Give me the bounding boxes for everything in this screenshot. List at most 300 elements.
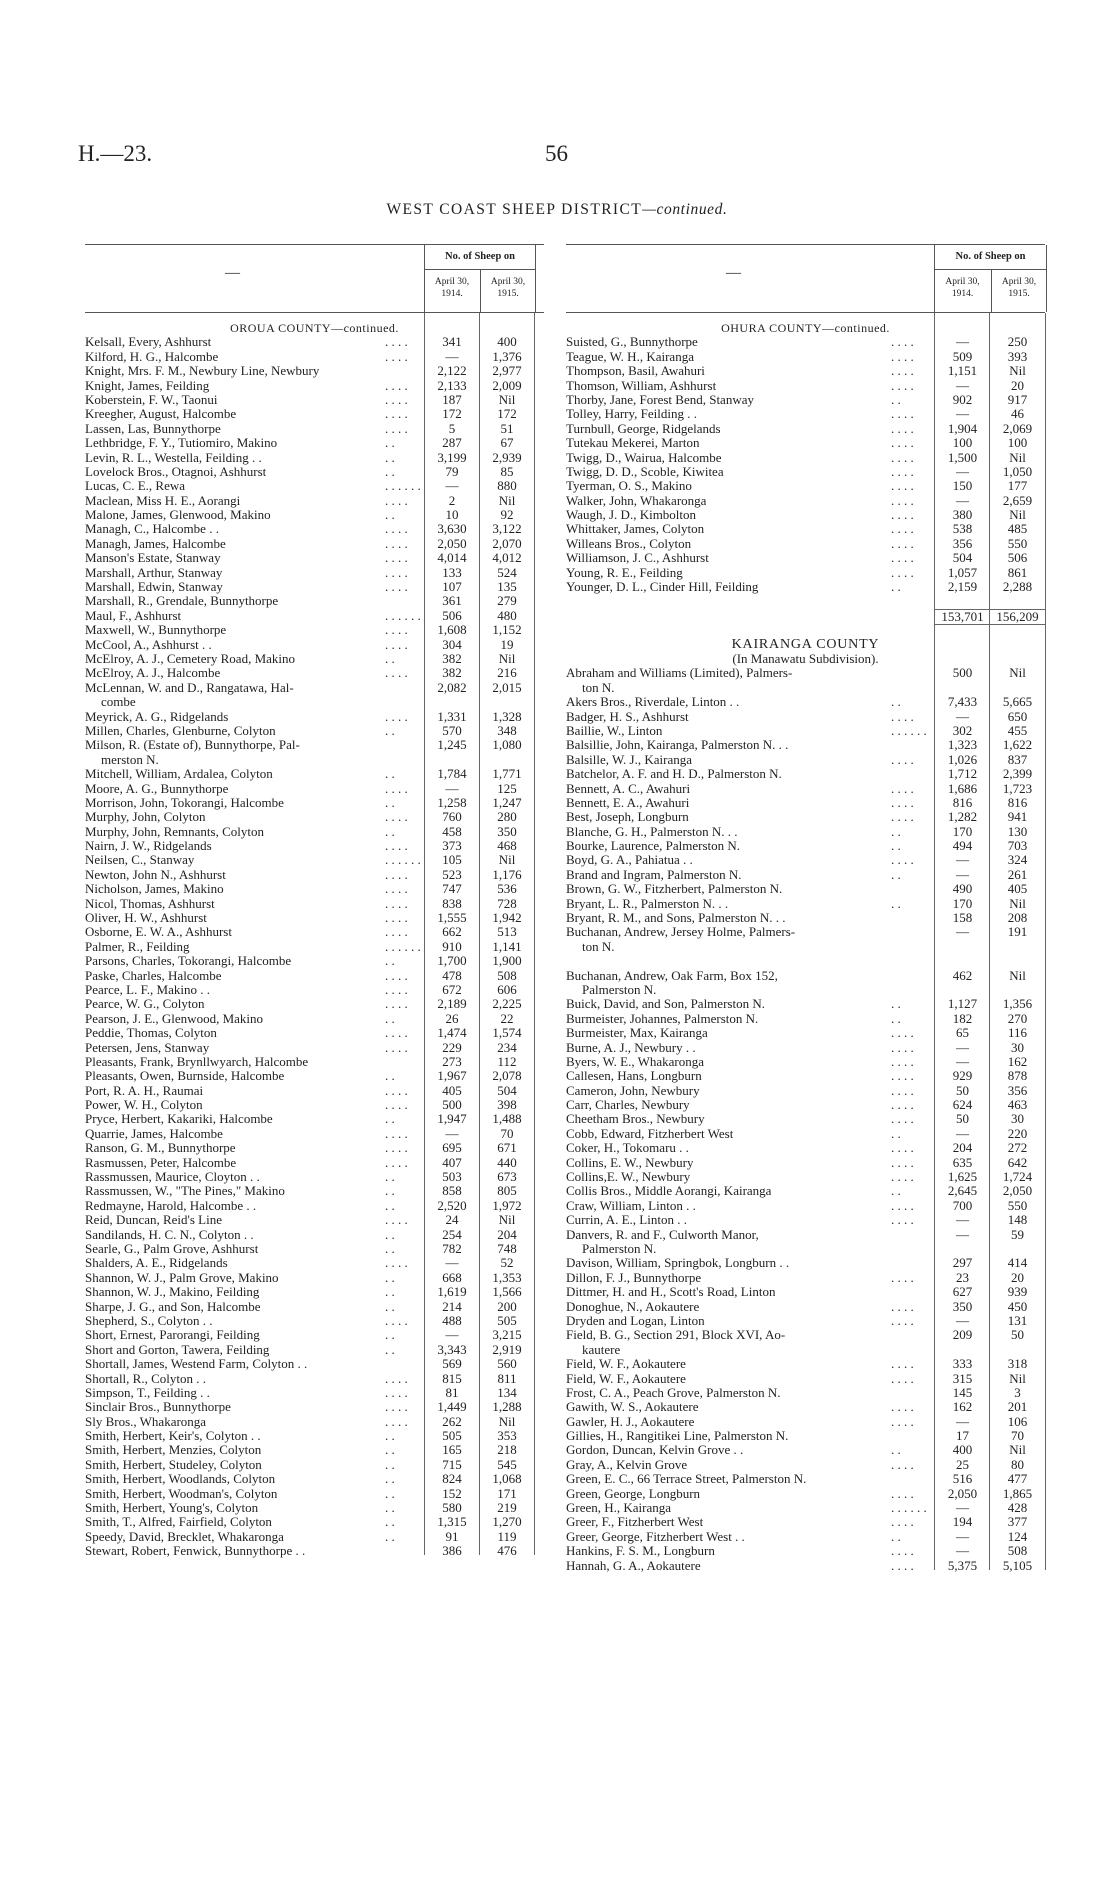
sheep-1914: 1,245 [437, 737, 467, 753]
sheep-1915: 1,566 [492, 1284, 522, 1300]
sheep-1915: 22 [500, 1010, 514, 1026]
sheep-1915: 2,015 [492, 679, 522, 695]
holder-name: Dillon, F. J., Bunnythorpe [566, 1270, 702, 1285]
sheep-1914: 7,433 [947, 694, 978, 710]
holder-name: Cheetham Bros., Newbury [566, 1112, 705, 1127]
sheep-1914: 1,026 [947, 751, 978, 767]
sheep-1915: 1,942 [492, 910, 522, 926]
sheep-1914: 23 [956, 1269, 969, 1285]
sheep-1914: 1,500 [947, 449, 978, 465]
leader-dots: . . [385, 1485, 395, 1501]
leader-dots: . . . . [385, 377, 408, 393]
table-row [85, 1386, 544, 1400]
sheep-1914: 254 [442, 1226, 462, 1242]
leader-dots: . . . . [385, 1125, 408, 1141]
sheep-1914: — [956, 492, 969, 508]
table-row [566, 997, 1045, 1011]
sheep-1914: 500 [442, 1097, 462, 1113]
table-row [566, 1256, 1045, 1270]
leader-dots: . . . . [891, 1399, 914, 1415]
leader-dots: . . . . [891, 334, 914, 350]
leader-dots: . . . . [891, 377, 914, 393]
sheep-1914: 158 [952, 910, 973, 926]
leader-dots: . . [891, 694, 901, 710]
table-row [566, 1069, 1045, 1083]
holder-name: Brown, G. W., Fitzherbert, Palmerston N. [566, 882, 783, 897]
table-row [85, 1530, 544, 1544]
table-row [85, 1271, 544, 1285]
sheep-1915: 191 [1007, 924, 1028, 940]
holder-name: Pearce, W. G., Colyton [85, 997, 205, 1012]
table-row [566, 666, 1045, 680]
table-row [566, 695, 1045, 709]
table-row [566, 724, 1045, 738]
holder-name: Palmerston N. [582, 1242, 657, 1256]
leader-dots: . . . . [385, 622, 408, 638]
leader-dots: . . [891, 1528, 901, 1544]
table-row [85, 422, 544, 436]
group-label: No. of Sheep on [935, 245, 1046, 270]
holder-name: Knight, Mrs. F. M., Newbury Line, Newbury [85, 364, 320, 379]
holder-name: Pleasants, Frank, Brynllwyarch, Halcombe [85, 1054, 309, 1069]
holder-name: Managh, James, Halcombe [85, 536, 226, 551]
leader-dots: . . . . [891, 492, 914, 508]
table-row [85, 940, 544, 954]
leader-dots: . . . . [385, 334, 408, 350]
holder-name: Walker, John, Whakaronga [566, 493, 707, 508]
sheep-1915: 506 [1007, 550, 1028, 566]
sheep-1914: 2,122 [437, 363, 467, 379]
sheep-1915: Nil [1009, 449, 1026, 465]
holder-name: Maul, F., Ashhurst [85, 608, 182, 623]
leader-dots: . . . . . . [385, 607, 421, 623]
sheep-1914: 26 [445, 1010, 459, 1026]
sheep-1914: 153,701 [935, 609, 990, 625]
leader-dots: . . [385, 1327, 395, 1343]
leader-dots: . . . . [891, 780, 914, 796]
sheep-1914: 494 [952, 838, 973, 854]
leader-dots: . . [385, 1226, 395, 1242]
sheep-1914: 172 [442, 406, 462, 422]
table-row [566, 753, 1045, 767]
sheep-1915: 606 [497, 981, 517, 997]
sheep-1915: 3,122 [492, 521, 522, 537]
leader-dots: . . . . [385, 910, 408, 926]
sheep-1915: 1,865 [1002, 1485, 1033, 1501]
table-row [85, 954, 544, 968]
leader-dots: . . . . [385, 1384, 408, 1400]
sheep-1914: 273 [442, 1053, 462, 1069]
sheep-1914: 1,555 [437, 910, 467, 926]
leader-dots: . . . . [891, 1514, 914, 1530]
sheep-1915: 200 [497, 1298, 517, 1314]
sheep-1914: — [956, 1125, 969, 1141]
holder-name: Craw, William, Linton . . [566, 1198, 696, 1213]
sheep-1914: 1,619 [437, 1284, 467, 1300]
sheep-1915: 92 [500, 507, 514, 523]
table-row [566, 335, 1045, 349]
table-row [85, 1400, 544, 1414]
sheep-1914: 2 [448, 492, 456, 508]
sheep-1915: 1,356 [1002, 996, 1033, 1012]
table-row [566, 710, 1045, 724]
column-rule [934, 313, 935, 1570]
leader-dots: . . . . [891, 535, 914, 551]
sheep-1915: 505 [497, 1312, 517, 1328]
sheep-1915: 414 [1007, 1255, 1028, 1271]
sheep-1915: 50 [1011, 1327, 1024, 1343]
holder-name: Willeans Bros., Colyton [566, 536, 692, 551]
leader-dots: . . [385, 1111, 395, 1127]
table-row [85, 522, 544, 536]
holder-name: Balsillie, John, Kairanga, Palmerston N. . . [566, 738, 789, 753]
sheep-1914: — [956, 334, 969, 350]
table-row [566, 422, 1045, 436]
sheep-1915: 673 [497, 1169, 517, 1185]
sheep-1914: 509 [952, 348, 973, 364]
sheep-1915: 100 [1007, 435, 1028, 451]
leader-dots: . . [385, 794, 395, 810]
leader-dots: . . [891, 1010, 901, 1026]
leader-dots: . . . . [385, 406, 408, 422]
sheep-1915: 1,900 [492, 953, 522, 969]
sheep-1915: 30 [1011, 1039, 1024, 1055]
sheep-1914: 3,630 [437, 521, 467, 537]
holder-name: Lassen, Las, Bunnythorpe [85, 421, 221, 436]
sheep-1915: 19 [500, 636, 514, 652]
leader-dots: . . . . [891, 1025, 914, 1041]
leader-dots: . . . . [385, 348, 408, 364]
sheep-1914: 373 [442, 838, 462, 854]
sheep-1915: 816 [1007, 794, 1028, 810]
sheep-1915: 2,288 [1002, 579, 1033, 595]
sheep-1914: 4,014 [437, 550, 467, 566]
leader-dots: . . . . [891, 1111, 914, 1127]
holder-name: Lovelock Bros., Otagnoi, Ashhurst [85, 464, 267, 479]
holder-name: Sandilands, H. C. N., Colyton . . [85, 1227, 254, 1242]
table-row [566, 1285, 1045, 1299]
sheep-1915: 172 [497, 406, 517, 422]
holder-name: Badger, H. S., Ashhurst [566, 709, 689, 724]
column-rule [479, 313, 480, 1555]
sheep-1915: 805 [497, 1183, 517, 1199]
sheep-1915: 393 [1007, 348, 1028, 364]
holder-name: Nicholson, James, Makino [85, 882, 224, 897]
leader-dots: . . . . [891, 521, 914, 537]
title-main: WEST COAST SHEEP DISTRICT [386, 201, 643, 218]
sheep-1915: 400 [497, 334, 517, 350]
holder-name: Knight, James, Feilding [85, 378, 210, 393]
sheep-1915: 30 [1011, 1111, 1024, 1127]
sheep-1914: 24 [445, 1212, 459, 1228]
holder-name: Smith, Herbert, Studeley, Colyton [85, 1457, 262, 1472]
table-row [85, 969, 544, 983]
table-row [566, 868, 1045, 882]
leader-dots: . . . . [891, 1543, 914, 1559]
sheep-1915: 468 [497, 838, 517, 854]
holder-name: Hannah, G. A., Aokautere [566, 1558, 701, 1573]
holder-name: Shalders, A. E., Ridgelands [85, 1256, 228, 1271]
leader-dots: . . . . [891, 1169, 914, 1185]
sheep-1914: 5,375 [947, 1557, 978, 1573]
table-row [85, 551, 544, 565]
table-row [566, 407, 1045, 421]
leader-dots: . . [385, 1010, 395, 1026]
sheep-1914: 341 [442, 334, 462, 350]
sheep-1914: 1,151 [947, 363, 978, 379]
holder-name: Gray, A., Kelvin Grove [566, 1457, 688, 1472]
holder-name: Neilsen, C., Stanway [85, 853, 195, 868]
sheep-1915: 116 [1007, 1025, 1028, 1041]
sheep-1915: 4,012 [492, 550, 522, 566]
sheep-1914: 902 [952, 391, 973, 407]
sheep-1915: Nil [1009, 507, 1026, 523]
holder-name: Dittmer, H. and H., Scott's Road, Linton [566, 1285, 776, 1300]
leader-dots: . . . . [891, 1053, 914, 1069]
table-row [566, 364, 1045, 378]
sheep-1914: — [956, 1212, 969, 1228]
table-row [85, 1544, 544, 1558]
sheep-1915: 106 [1007, 1413, 1028, 1429]
table-row [566, 681, 1045, 695]
sheep-1915: Nil [1009, 363, 1026, 379]
sheep-1915: 51 [500, 420, 514, 436]
table-row [566, 1501, 1045, 1515]
sheep-1915: 1,247 [492, 794, 522, 810]
sheep-1914: 170 [952, 823, 973, 839]
sheep-1915: 162 [1007, 1053, 1028, 1069]
column-rule [989, 313, 990, 1570]
sheep-1914: 400 [952, 1442, 973, 1458]
sheep-1914: 627 [952, 1284, 973, 1300]
table-row [85, 1300, 544, 1314]
leader-dots: . . . . [385, 1097, 408, 1113]
sheep-1915: 156,209 [990, 609, 1045, 625]
leader-dots: . . . . [891, 809, 914, 825]
holder-name: Younger, D. L., Cinder Hill, Feilding [566, 580, 759, 595]
column-rule [1045, 313, 1046, 1570]
sheep-1915: 80 [1011, 1456, 1024, 1472]
sheep-1915: 70 [500, 1125, 514, 1141]
sheep-1915: 1,972 [492, 1197, 522, 1213]
sheep-1915: 504 [497, 1082, 517, 1098]
holder-name: Smith, T., Alfred, Fairfield, Colyton [85, 1515, 272, 1530]
holder-name: Meyrick, A. G., Ridgelands [85, 709, 229, 724]
holder-name: Reid, Duncan, Reid's Line [85, 1213, 223, 1228]
table-row [566, 1300, 1045, 1314]
sheep-1914: 405 [442, 1082, 462, 1098]
sheep-1914: 302 [952, 722, 973, 738]
sheep-1914: — [956, 1053, 969, 1069]
leader-dots: . . . . [385, 391, 408, 407]
sheep-1915: Nil [498, 391, 516, 407]
holder-name: Collins, E. W., Newbury [566, 1155, 694, 1170]
sheep-1915: 560 [497, 1356, 517, 1372]
sheep-1914: 107 [442, 579, 462, 595]
holder-name: Green, George, Longburn [566, 1486, 701, 1501]
holder-name: Field, B. G., Section 291, Block XVI, Ao- [566, 1328, 786, 1343]
table-row [85, 508, 544, 522]
sheep-1914: 1,947 [437, 1111, 467, 1127]
holder-name: Morrison, John, Tokorangi, Halcombe [85, 795, 284, 810]
sheep-1915: Nil [498, 650, 516, 666]
holder-name: Gordon, Duncan, Kelvin Grove . . [566, 1443, 744, 1458]
sheep-1915: 46 [1011, 406, 1024, 422]
holder-name: Shortall, R., Colyton . . [85, 1371, 206, 1386]
sheep-1915: 350 [497, 823, 517, 839]
table-row [85, 451, 544, 465]
table-row [85, 1098, 544, 1112]
right-table-header [566, 244, 1045, 313]
table-row [566, 969, 1045, 983]
holder-name: Greer, F., Fitzherbert West [566, 1515, 704, 1530]
sheep-1915: 463 [1007, 1097, 1028, 1113]
table-row [85, 983, 544, 997]
sheep-1915: 134 [497, 1384, 517, 1400]
table-row [85, 1127, 544, 1141]
table-row [85, 1112, 544, 1126]
holder-name: Smith, Herbert, Menzies, Colyton [85, 1443, 262, 1458]
page-title [0, 201, 1114, 219]
sheep-1914: 145 [952, 1384, 973, 1400]
holder-name: Akers Bros., Riverdale, Linton . . [566, 695, 740, 710]
leader-dots: . . . . [385, 1255, 408, 1271]
holder-name: Rassmussen, Maurice, Cloyton . . [85, 1170, 260, 1185]
table-row [85, 1372, 544, 1386]
sheep-1914: 1,700 [437, 953, 467, 969]
sheep-1914: 478 [442, 967, 462, 983]
table-row [566, 551, 1045, 565]
leader-dots: . . [385, 1528, 395, 1544]
sheep-1915: 279 [497, 593, 517, 609]
holder-name: combe [101, 695, 136, 710]
holder-name: Twigg, D. D., Scoble, Kiwitea [566, 464, 724, 479]
table-row [85, 753, 544, 767]
sheep-1915: 485 [1007, 521, 1028, 537]
sheep-1914: 715 [442, 1456, 462, 1472]
sheep-1915: 135 [497, 579, 517, 595]
holder-name: Brand and Ingram, Palmerston N. [566, 867, 742, 882]
leader-dots: . . . . [891, 1082, 914, 1098]
sheep-1914: 133 [442, 564, 462, 580]
holder-name: Short, Ernest, Parorangi, Feilding [85, 1328, 260, 1343]
leader-dots: . . . . [385, 579, 408, 595]
col-1915-header: April 30, 1915. [991, 270, 1046, 312]
holder-name: McElroy, A. J., Halcombe [85, 666, 221, 681]
sheep-1914: 503 [442, 1169, 462, 1185]
sheep-1915: 1,353 [492, 1269, 522, 1285]
holder-name: Sinclair Bros., Bunnythorpe [85, 1400, 231, 1415]
table-row [85, 594, 544, 608]
sheep-1915: 728 [497, 895, 517, 911]
holder-name: Smith, Herbert, Woodman's, Colyton [85, 1486, 278, 1501]
leader-dots: . . . . [385, 708, 408, 724]
report-code: H.—23. [78, 141, 153, 166]
sheep-1914: 815 [442, 1370, 462, 1386]
table-row [85, 1199, 544, 1213]
holder-name: Twigg, D., Wairua, Halcombe [566, 450, 722, 465]
table-row [85, 580, 544, 594]
leader-dots: . . . . [891, 507, 914, 523]
sheep-1914: — [956, 866, 969, 882]
table-row [566, 782, 1045, 796]
holder-name: Tyerman, O. S., Makino [566, 479, 692, 494]
sheep-1915: 250 [1007, 334, 1028, 350]
holder-name: Shannon, W. J., Makino, Feilding [85, 1285, 260, 1300]
sheep-1914: 858 [442, 1183, 462, 1199]
sheep-1914: 2,050 [947, 1485, 978, 1501]
leader-dots: . . . . . . [385, 938, 421, 954]
sheep-1914: 1,057 [947, 564, 978, 580]
sheep-1914: 165 [442, 1442, 462, 1458]
table-row [85, 710, 544, 724]
leader-dots: . . [385, 1183, 395, 1199]
sheep-1915: 2,070 [492, 535, 522, 551]
sheep-1914: 1,904 [947, 420, 978, 436]
holder-name: Nicol, Thomas, Ashhurst [85, 896, 215, 911]
sheep-1914: 635 [952, 1154, 973, 1170]
leader-dots: . . . . [385, 550, 408, 566]
table-row [566, 393, 1045, 407]
leader-dots: . . . . [385, 1039, 408, 1055]
holder-name: Field, W. F., Aokautere [566, 1371, 686, 1386]
total-row [566, 609, 1045, 623]
sheep-1914: 170 [952, 895, 973, 911]
sheep-1915: 324 [1007, 852, 1028, 868]
holder-name: Peddie, Thomas, Colyton [85, 1026, 217, 1041]
holder-name: Oliver, H. W., Ashhurst [85, 911, 207, 926]
sheep-1914: 458 [442, 823, 462, 839]
table-row [566, 1084, 1045, 1098]
leader-dots: . . . . . . [385, 852, 421, 868]
sheep-1914: 570 [442, 722, 462, 738]
leader-dots: . . . . [891, 406, 914, 422]
table-row [566, 350, 1045, 364]
table-row [566, 1372, 1045, 1386]
table-row [566, 436, 1045, 450]
table-row [85, 652, 544, 666]
sheep-1915: 2,659 [1002, 492, 1033, 508]
sheep-1915: 550 [1007, 535, 1028, 551]
table-row [85, 479, 544, 493]
sheep-1914: 760 [442, 809, 462, 825]
sheep-1915: 201 [1007, 1399, 1028, 1415]
section-heading [566, 638, 1045, 652]
sheep-1914: 462 [952, 967, 973, 983]
sheep-1915: 1,724 [1002, 1169, 1033, 1185]
holder-name: Sharpe, J. G., and Son, Halcombe [85, 1299, 261, 1314]
leader-dots: . . . . [385, 1082, 408, 1098]
sheep-1915: 5,105 [1002, 1557, 1033, 1573]
holder-name: Levin, R. L., Westella, Feilding . . [85, 450, 262, 465]
table-row [566, 1415, 1045, 1429]
sheep-1915: 261 [1007, 866, 1028, 882]
sheep-1914: 79 [445, 463, 459, 479]
holder-name: Shepherd, S., Colyton . . [85, 1313, 213, 1328]
holder-name: Rassmussen, W., "The Pines," Makino [85, 1184, 285, 1199]
leader-dots: . . . . [385, 564, 408, 580]
sheep-1914: — [445, 478, 459, 494]
sheep-1915: 280 [497, 809, 517, 825]
leader-dots: . . [385, 1341, 395, 1357]
table-row [566, 1141, 1045, 1155]
sheep-1915: Nil [498, 492, 516, 508]
sheep-1914: 662 [442, 924, 462, 940]
holder-name: Nairn, J. W., Ridgelands [85, 839, 212, 854]
holder-name: Petersen, Jens, Stanway [85, 1040, 210, 1055]
table-row [566, 882, 1045, 896]
holder-name: Currin, A. E., Linton . . [566, 1213, 687, 1228]
